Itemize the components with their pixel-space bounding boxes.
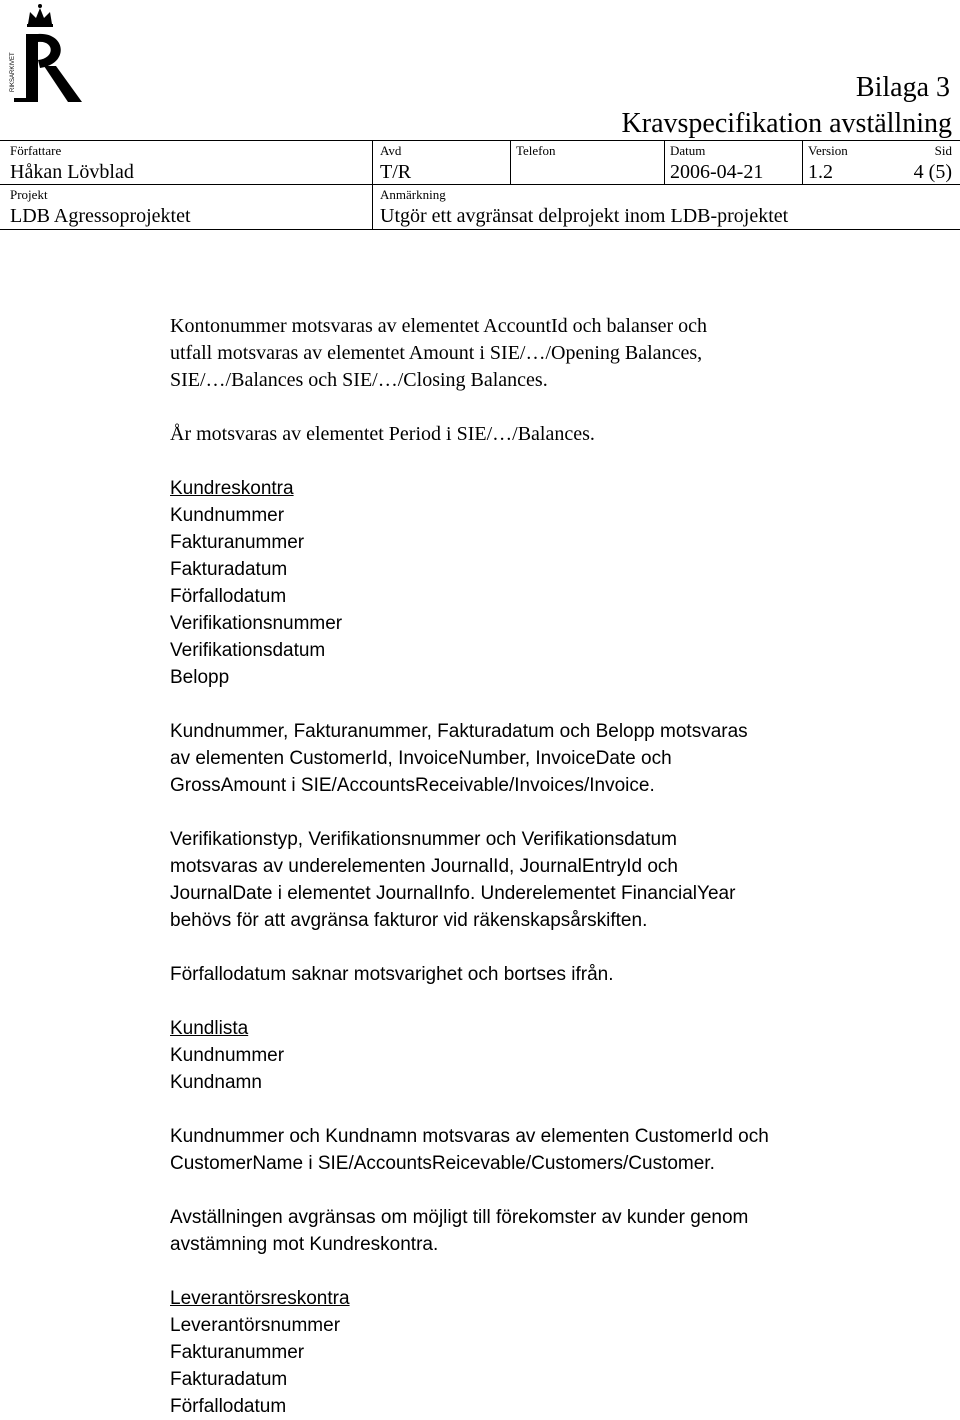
header-divider bbox=[802, 140, 803, 184]
text-line: utfall motsvaras av elementet Amount i SIE/…/Opening Balances, bbox=[170, 342, 703, 364]
paragraph-journal-mapping bbox=[170, 826, 930, 934]
field-item: Förfallodatum bbox=[170, 1396, 287, 1417]
version-value: 1.2 bbox=[808, 161, 833, 183]
header-bottom-rule bbox=[0, 229, 960, 230]
field-item: Fakturanummer bbox=[170, 1342, 305, 1363]
remark-value: Utgör ett avgränsat delprojekt inom LDB-projektet bbox=[380, 205, 789, 227]
text-line: motsvaras av underelementen JournalId, JournalEntryId och bbox=[170, 856, 678, 877]
field-item: Fakturadatum bbox=[170, 559, 288, 580]
text-line: GrossAmount i SIE/AccountsReceivable/Invoices/Invoice. bbox=[170, 775, 655, 796]
header-divider bbox=[664, 140, 665, 184]
kundreskontra-section bbox=[170, 475, 930, 1420]
page-value: 4 (5) bbox=[913, 161, 952, 183]
field-item: Verifikationsnummer bbox=[170, 613, 343, 634]
project-value: LDB Agressoprojektet bbox=[10, 205, 191, 227]
text-line: CustomerName i SIE/AccountsReicevable/Customers/Customer. bbox=[170, 1153, 715, 1174]
field-item: Fakturanummer bbox=[170, 532, 305, 553]
riksarkivet-logo bbox=[8, 2, 86, 108]
text-line: Verifikationstyp, Verifikationsnummer och Verifikationsdatum bbox=[170, 829, 677, 850]
paragraph-accounts bbox=[170, 313, 930, 394]
appendix-label: Bilaga 3 bbox=[855, 72, 950, 103]
text-line: avstämning mot Kundreskontra. bbox=[170, 1234, 439, 1255]
crown-icon bbox=[27, 4, 53, 27]
date-value: 2006-04-21 bbox=[670, 161, 764, 183]
r-monogram bbox=[14, 34, 82, 102]
text-line: behövs för att avgränsa fakturor vid räkenskapsårskiften. bbox=[170, 910, 648, 931]
dept-label: Avd bbox=[380, 143, 402, 158]
document-body bbox=[170, 313, 930, 1420]
date-label: Datum bbox=[670, 143, 706, 158]
field-item: Fakturadatum bbox=[170, 1369, 288, 1390]
kundlista-heading: Kundlista bbox=[170, 1018, 249, 1039]
header-divider bbox=[372, 140, 373, 229]
paragraph-period: År motsvaras av elementet Period i SIE/…/Balances. bbox=[170, 423, 595, 445]
remark-label: Anmärkning bbox=[380, 187, 446, 202]
text-line: Kundnummer och Kundnamn motsvaras av elementen CustomerId och bbox=[170, 1126, 769, 1147]
dept-value: T/R bbox=[380, 161, 412, 183]
phone-label: Telefon bbox=[516, 143, 556, 158]
author-value: Håkan Lövblad bbox=[10, 161, 134, 183]
text-line: Kundnummer, Fakturanummer, Fakturadatum och Belopp motsvaras bbox=[170, 721, 748, 742]
paragraph-invoice-mapping bbox=[170, 718, 930, 799]
field-item: Kundnamn bbox=[170, 1072, 262, 1093]
text-line: Kontonummer motsvaras av elementet AccountId och balanser och bbox=[170, 315, 708, 337]
project-label: Projekt bbox=[10, 187, 48, 202]
field-item: Förfallodatum bbox=[170, 586, 287, 607]
field-item: Kundnummer bbox=[170, 1045, 285, 1066]
text-line: SIE/…/Balances och SIE/…/Closing Balances. bbox=[170, 369, 548, 391]
header-middle-rule bbox=[0, 184, 960, 185]
leverantor-heading: Leverantörsreskontra bbox=[170, 1288, 350, 1309]
document-title: Kravspecifikation avställning bbox=[621, 108, 952, 139]
paragraph-due-date: Förfallodatum saknar motsvarighet och bortses ifrån. bbox=[170, 964, 614, 985]
paragraph-customer-mapping bbox=[170, 1123, 930, 1177]
header-table bbox=[0, 140, 960, 230]
field-item: Leverantörsnummer bbox=[170, 1315, 341, 1336]
version-label: Version bbox=[808, 143, 848, 158]
text-line: av elementen CustomerId, InvoiceNumber, InvoiceDate och bbox=[170, 748, 672, 769]
text-line: JournalDate i elementet JournalInfo. Underelementet FinancialYear bbox=[170, 883, 736, 904]
field-item: Belopp bbox=[170, 667, 230, 688]
text-line: Avställningen avgränsas om möjligt till förekomster av kunder genom bbox=[170, 1207, 749, 1228]
author-label: Författare bbox=[10, 143, 62, 158]
paragraph-limitation bbox=[170, 1204, 930, 1258]
header-top-rule bbox=[0, 140, 960, 141]
field-item: Kundnummer bbox=[170, 505, 285, 526]
field-item: Verifikationsdatum bbox=[170, 640, 326, 661]
kundreskontra-heading: Kundreskontra bbox=[170, 478, 294, 499]
logo-text: RIKSARKIVET bbox=[10, 52, 16, 92]
header-divider bbox=[510, 140, 511, 184]
page-label: Sid bbox=[934, 143, 952, 158]
